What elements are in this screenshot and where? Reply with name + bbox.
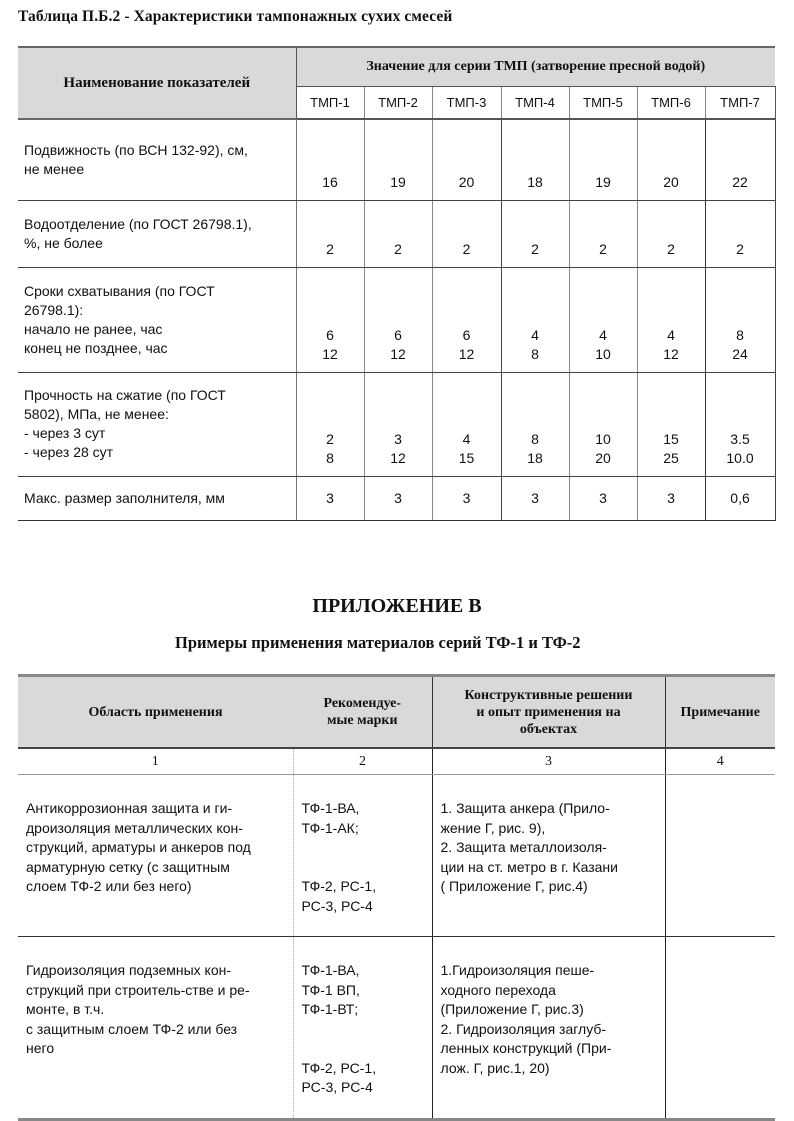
cell-value: 4 8 (501, 267, 569, 372)
column-number: 3 (432, 748, 665, 775)
cell-value: 2 (296, 200, 364, 267)
cell-value: 3 (432, 476, 501, 520)
cell-value: 2 (501, 200, 569, 267)
cell-value: 6 12 (432, 267, 501, 372)
cell-design-solutions: 1. Защита анкера (Прило- жение Г, рис. 9), 2. Защита металлоизоля- ции на ст. метро в г. Казани ( Приложение Г, рис.4) (432, 775, 665, 937)
cell-value: 4 12 (637, 267, 705, 372)
table-row-mobility (18, 119, 775, 200)
header-series-tmp7: ТМП-7 (705, 87, 775, 120)
appendix-title: ПРИЛОЖЕНИЕ В (312, 595, 482, 617)
row-label: Водоотделение (по ГОСТ 26798.1), %, не более (18, 200, 296, 267)
cell-recommended-brands: ТФ-1-ВА, ТФ-1-АК; ТФ-2, РС-1, РС-3, РС-4 (293, 775, 432, 937)
cell-value: 16 (296, 119, 364, 200)
table-row-underground-waterproofing (18, 937, 775, 1120)
column-number: 1 (18, 748, 293, 775)
cell-value: 4 10 (569, 267, 637, 372)
cell-value: 10 20 (569, 372, 637, 476)
header-series-tmp3: ТМП-3 (432, 87, 501, 120)
cell-value: 19 (569, 119, 637, 200)
cell-value: 3 (637, 476, 705, 520)
cell-value: 20 (637, 119, 705, 200)
header-design-solutions: Конструктивные решении и опыт применения на объектах (432, 676, 665, 749)
cell-value: 3.5 10.0 (705, 372, 775, 476)
cell-application-area: Антикоррозионная защита и ги- дроизоляция металлических кон- струкций, арматуры и анкеров под арматурную сетку (с защитным слоем ТФ-2 или без него) (18, 775, 293, 937)
cell-value: 4 15 (432, 372, 501, 476)
row-label: Макс. размер заполнителя, мм (18, 476, 296, 520)
header-note: Примечание (665, 676, 775, 749)
cell-value: 22 (705, 119, 775, 200)
cell-recommended-brands: ТФ-1-ВА, ТФ-1 ВП, ТФ-1-ВТ; ТФ-2, РС-1, РС-3, РС-4 (293, 937, 432, 1120)
cell-value: 19 (364, 119, 432, 200)
table1-caption: Таблица П.Б.2 - Характеристики тампонажных сухих смесей (18, 8, 453, 25)
table-row-compressive-strength (18, 372, 775, 476)
cell-design-solutions: 1.Гидроизоляция пеше- ходного перехода (Приложение Г, рис.3) 2. Гидроизоляция заглуб- ленных конструкций (При- лож. Г, рис.1, 20) (432, 937, 665, 1120)
cell-value: 2 (705, 200, 775, 267)
row-label: Прочность на сжатие (по ГОСТ 5802), МПа, не менее: - через 3 сут - через 28 сут (18, 372, 296, 476)
dry-mixes-characteristics-table (18, 46, 776, 521)
header-series-tmp2: ТМП-2 (364, 87, 432, 120)
cell-value: 6 12 (364, 267, 432, 372)
column-number: 2 (293, 748, 432, 775)
header-application-area: Область применения (18, 676, 293, 749)
cell-value: 2 (569, 200, 637, 267)
application-examples-table (18, 674, 775, 1121)
cell-value: 15 25 (637, 372, 705, 476)
table-row-water-separation (18, 200, 775, 267)
cell-value: 18 (501, 119, 569, 200)
column-number: 4 (665, 748, 775, 775)
header-indicator-name: Наименование показателей (18, 47, 296, 119)
header-series-tmp4: ТМП-4 (501, 87, 569, 120)
cell-value: 3 12 (364, 372, 432, 476)
header-series-group: Значение для серии ТМП (затворение пресной водой) (296, 47, 775, 87)
cell-value: 20 (432, 119, 501, 200)
table-row-anticorrosion (18, 775, 775, 937)
cell-value: 0,6 (705, 476, 775, 520)
header-series-tmp6: ТМП-6 (637, 87, 705, 120)
header-recommended-brands: Рекомендуе- мые марки (293, 676, 432, 749)
cell-value: 3 (364, 476, 432, 520)
cell-value: 3 (296, 476, 364, 520)
cell-value: 2 8 (296, 372, 364, 476)
row-label: Подвижность (по ВСН 132-92), см, не менее (18, 119, 296, 200)
cell-application-area: Гидроизоляция подземных кон- струкций при строитель-стве и ре- монте, в т.ч. с защитным слоем ТФ-2 или без него (18, 937, 293, 1120)
cell-value: 8 18 (501, 372, 569, 476)
cell-note (665, 775, 775, 937)
cell-value: 6 12 (296, 267, 364, 372)
appendix-subtitle: Примеры применения материалов серий ТФ-1 и ТФ-2 (175, 633, 581, 652)
column-number-row (18, 748, 775, 775)
table-row-setting-time (18, 267, 775, 372)
cell-value: 2 (364, 200, 432, 267)
header-series-tmp5: ТМП-5 (569, 87, 637, 120)
cell-value: 2 (432, 200, 501, 267)
header-series-tmp1: ТМП-1 (296, 87, 364, 120)
row-label: Сроки схватывания (по ГОСТ 26798.1): начало не ранее, час конец не позднее, час (18, 267, 296, 372)
cell-value: 2 (637, 200, 705, 267)
cell-value: 8 24 (705, 267, 775, 372)
cell-value: 3 (501, 476, 569, 520)
table-row-max-filler-size (18, 476, 775, 520)
cell-note (665, 937, 775, 1120)
cell-value: 3 (569, 476, 637, 520)
